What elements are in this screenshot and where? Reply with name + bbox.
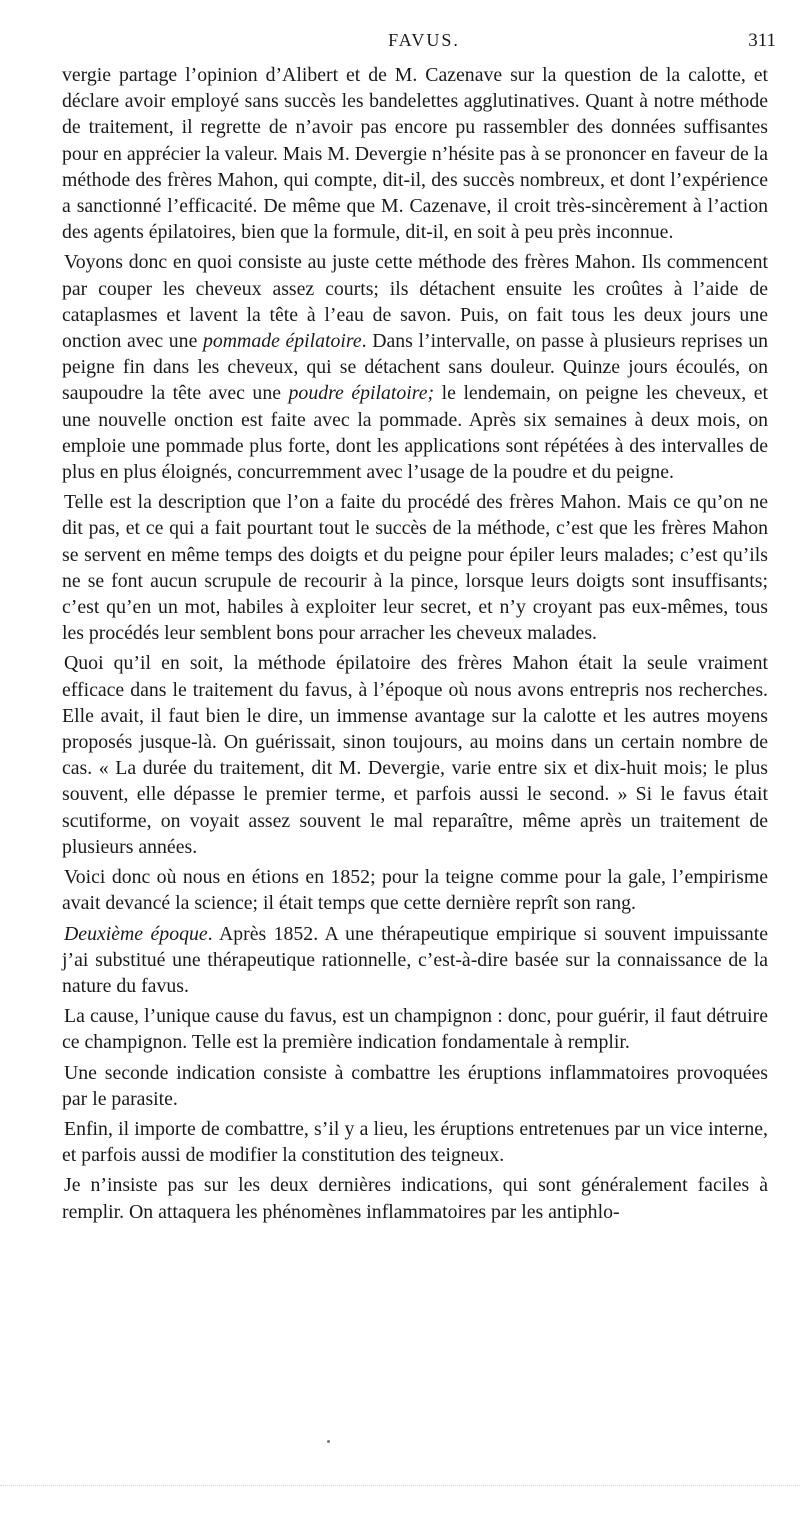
paragraph <box>62 1172 768 1224</box>
text-run: Telle est la description que l’on a faite du procédé des frères Mahon. Mais ce qu’on ne dit pas, et ce qui a fait pourtant tout le succès de la méthode, c’est que les frères Mahon se servent en même temps des doigts et du peigne pour épiler leurs malades; c’est qu’ils ne se font aucun scrupule de recourir à la pince, lorsque leurs doigts sont insuffisants; c’est qu’en un mot, habiles à exploiter leur secret, et n’y croyant pas eux-mêmes, tous les procédés leur semblent bons pour arracher les cheveux malades. <box>62 491 768 645</box>
text-run: le lendemain, on peigne les cheveux, et une nouvelle onction est faite avec la pommade. Après six semaines à deux mois, on emploie une pommade plus forte, dont les applications sont répétées à des intervalles de plus en plus éloignés, concurremment avec l’usage de la poudre et du peigne. <box>62 382 768 484</box>
scan-speck <box>327 1440 330 1443</box>
paragraph <box>62 249 768 485</box>
paragraph <box>62 1060 768 1112</box>
paragraph <box>62 650 768 860</box>
text-run: Je n’insiste pas sur les deux dernières indications, qui sont généralement faciles à remplir. On attaquera les phénomènes inflammatoires par les antiphlo- <box>62 1174 768 1223</box>
page-number: 311 <box>748 30 776 51</box>
text-run: . Dans l’intervalle, on passe à plusieurs reprises un peigne fin dans les cheveux, qui se détachent sans douleur. Quinze jours écoulés, on saupoudre la tête avec une <box>62 330 768 405</box>
running-title: FAVUS. <box>388 30 460 50</box>
paragraph <box>62 1116 768 1168</box>
text-run: . Après 1852. A une thérapeutique empirique si souvent impuissante j’ai substitué une thérapeutique rationnelle, c’est-à-dire basée sur la connaissance de la nature du favus. <box>62 922 768 997</box>
paragraph <box>62 864 768 916</box>
paragraph <box>62 62 768 245</box>
italic-phrase: pommade épilatoire <box>202 330 362 353</box>
paragraph <box>62 921 768 1000</box>
italic-phrase: poudre épilatoire; <box>288 382 435 405</box>
paragraph <box>62 489 768 646</box>
text-run: La cause, l’unique cause du favus, est un champignon : donc, pour guérir, il faut détruire ce champignon. Telle est la première indication fondamentale à remplir. <box>62 1005 768 1054</box>
text-run: vergie partage l’opinion d’Alibert et de M. Cazenave sur la question de la calotte, et déclare avoir employé sans succès les bandelettes agglutinatives. Quant à notre méthode de traitement, il regrette de n’avoir pas encore pu rassembler des données suffisantes pour en apprécier la valeur. Mais M. Devergie n’hésite pas à se prononcer en faveur de la méthode des frères Mahon, qui compte, dit-il, des succès nombreux, et dont l’expérience a sanctionné l’efficacité. De même que M. Cazenave, il croit très-sincèrement à l’action des agents épilatoires, bien que la formule, dit-il, en soit à peu près inconnue. <box>62 64 768 244</box>
scan-edge-marks <box>0 1485 800 1492</box>
italic-phrase: Deuxième époque <box>64 922 208 945</box>
running-header <box>62 30 786 56</box>
text-run: Voyons donc en quoi consiste au juste cette méthode des frères Mahon. Ils commencent par couper les cheveux assez courts; ils détachent ensuite les croûtes à l’aide de cataplasmes et lavent la tête à l’eau de savon. Puis, on fait tous les deux jours une onction avec une <box>62 251 768 353</box>
body-text <box>62 62 768 1229</box>
text-run: Voici donc où nous en étions en 1852; pour la teigne comme pour la gale, l’empirisme avait devancé la science; il était temps que cette dernière reprît son rang. <box>62 866 768 915</box>
text-run: Enfin, il importe de combattre, s’il y a lieu, les éruptions entretenues par un vice interne, et parfois aussi de modifier la constitution des teigneux. <box>62 1117 768 1167</box>
text-run: Quoi qu’il en soit, la méthode épilatoire des frères Mahon était la seule vraiment efficace dans le traitement du favus, à l’époque où nous avons entrepris nos recherches. Elle avait, il faut bien le dire, un immense avantage sur la calotte et les autres moyens proposés jusque-là. On guérissait, sinon toujours, au moins dans un certain nombre de cas. « La durée du traitement, dit M. Devergie, varie entre six et dix-huit mois; le plus souvent, elle dépasse le premier terme, et parfois aussi le second. » Si le favus était scutiforme, on voyait assez souvent le mal reparaître, même après un traitement de plusieurs années. <box>62 652 768 858</box>
text-run: Une seconde indication consiste à combattre les éruptions inflammatoires provoquées par le parasite. <box>62 1061 768 1110</box>
paragraph <box>62 1003 768 1055</box>
